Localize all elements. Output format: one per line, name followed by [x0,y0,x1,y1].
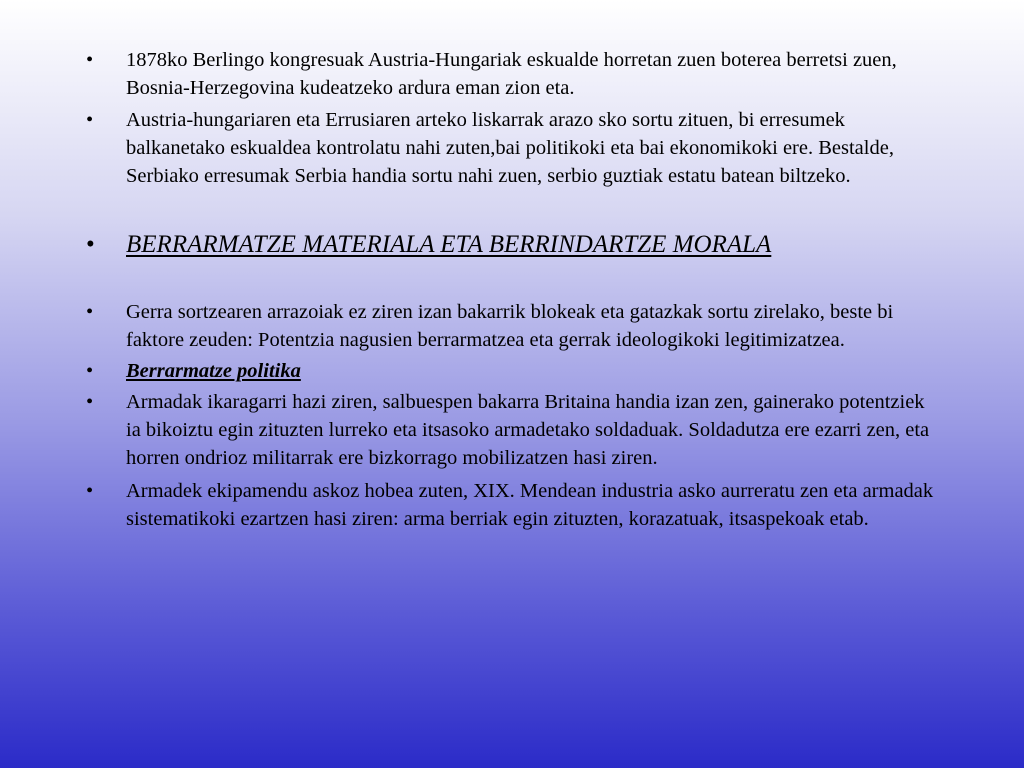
subheading [84,357,944,385]
bullet-item [84,298,944,354]
bullet-item [84,46,944,102]
bullet-text: 1878ko Berlingo kongresuak Austria-Hungariak eskualde horretan zuen boterea berretsi zuen, Bosnia-Herzegovina kudeatzeko ardura eman zion eta. [126,49,897,99]
bullet-item [84,477,944,533]
bullet-text: Gerra sortzearen arrazoiak ez ziren izan bakarrik blokeak eta gatazkak sortu zirelako, beste bi faktore zeuden: Potentzia nagusien berrarmatzea eta gerrak ideologikoki legitimizatzea. [126,301,894,351]
bullet-marker: • [86,360,94,382]
subheading-text: Berrarmatze politika [126,360,301,382]
bullet-marker: • [86,231,95,258]
bullet-marker: • [86,109,94,131]
bullet-text: Armadek ekipamendu askoz hobea zuten, XIX. Mendean industria asko aurreratu zen eta armadak sistematikoki ezartzen hasi ziren: arma berriak egin zituzten, korazatuak, itsaspekoak etab. [126,480,934,530]
bullet-marker: • [86,480,94,502]
bullet-list [84,46,944,533]
bullet-marker: • [86,301,94,323]
bullet-marker: • [86,391,94,413]
section-heading [84,228,944,262]
section-heading-text: BERRARMATZE MATERIALA ETA BERRINDARTZE MORALA [126,231,772,258]
bullet-text: Austria-hungariaren eta Errusiaren arteko liskarrak arazo sko sortu zituen, bi erresumek balkanetako eskualdea kontrolatu nahi zuten,bai politikoki eta bai ekonomikoki ere. Bestalde, Serbiako erresumak Serbia handia sortu nahi zuen, serbio guztiak estatu batean biltzeko. [126,109,894,187]
bullet-text: Armadak ikaragarri hazi ziren, salbuespen bakarra Britaina handia izan zen, gainerako potentziek ia bikoiztu egin zituzten lurreko eta itsasoko armadetako soldaduak. Soldadutza ere ezarri zen, eta horren ondrioz militarrak ere bizkorrago mobilizatzen hasi ziren. [126,391,930,469]
bullet-item [84,106,944,190]
bullet-item [84,388,944,472]
bullet-marker: • [86,49,94,71]
